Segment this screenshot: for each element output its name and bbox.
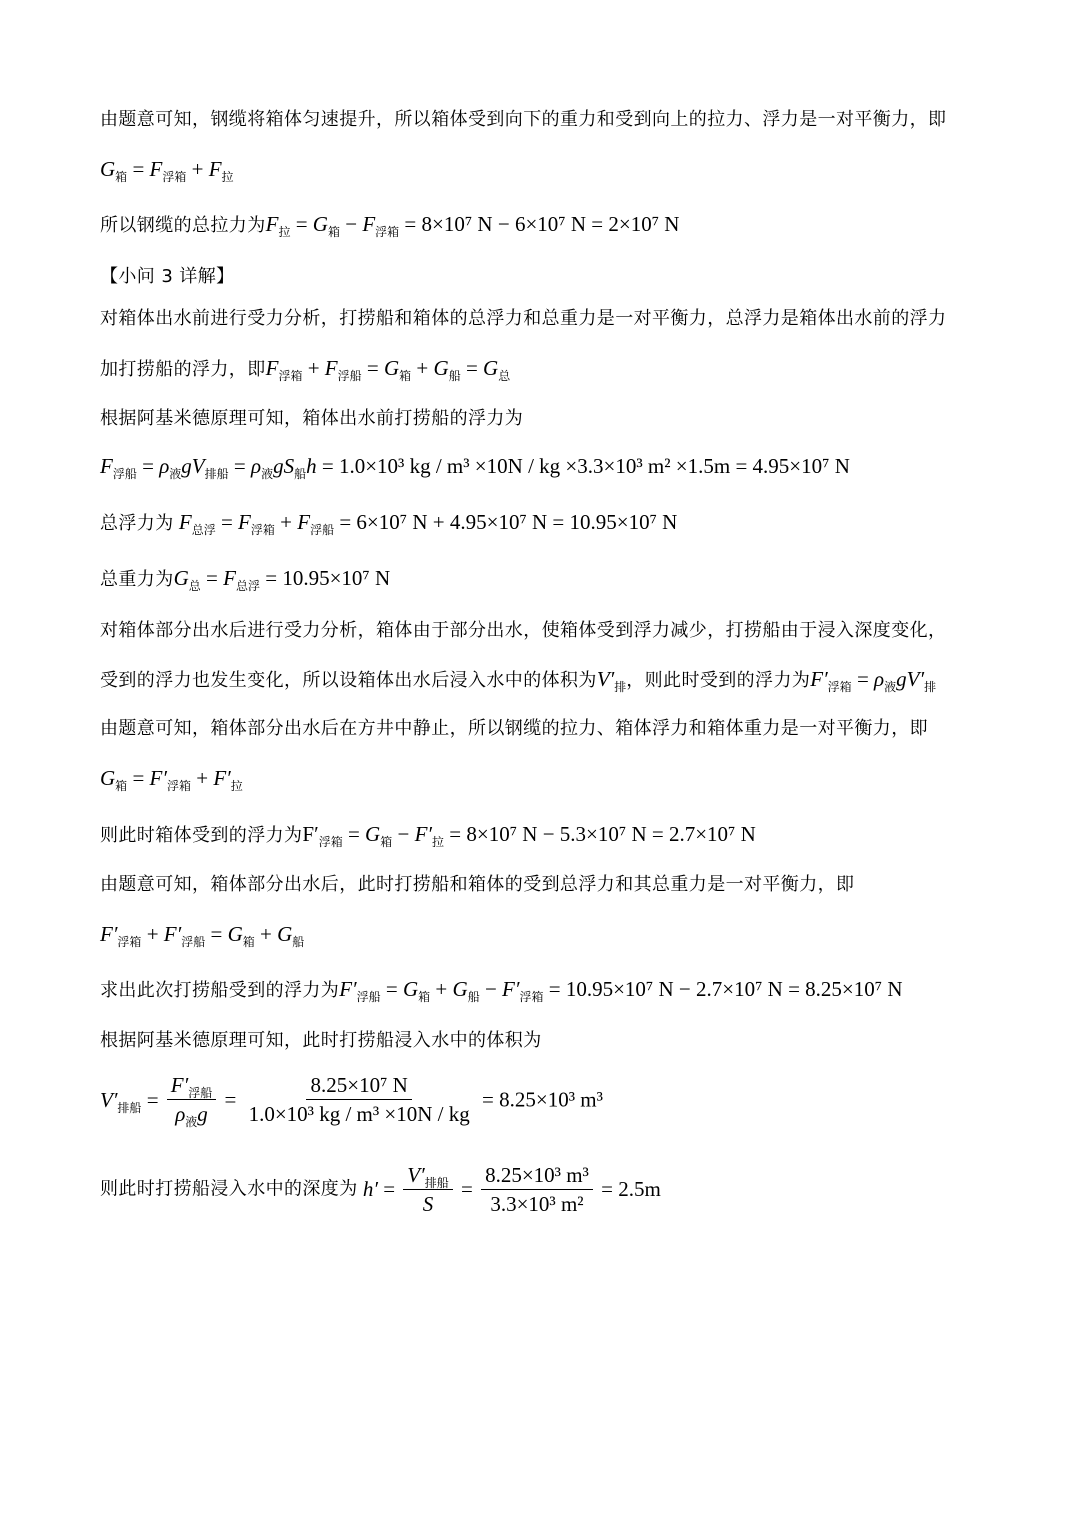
text-line-total-gravity: 总重力为$G_总 = F_{总浮} = 10.95\times 10^7$ N xyxy=(100,566,391,593)
line-1-text: 由题意可知，钢缆将箱体匀速提升，所以箱体受到向下的重力和受到向上的拉力、浮力是一对平衡力，即 xyxy=(100,109,947,130)
text-line-total-pull: 所以钢缆的总拉力为$F_拉 = G_箱 - F_{浮箱} = 8\times 10^7$ N − 6×10⁷ N = 2×10⁷ N xyxy=(100,212,680,239)
text-line-6: 加打捞船的浮力，即$F_{浮箱} + F_{浮船} = G_箱 + G_船 = G_总$ xyxy=(100,356,511,383)
text-line-16: 由题意可知，箱体部分出水后，此时打捞船和箱体的受到总浮力和其总重力是一对平衡力，即 xyxy=(100,874,855,895)
text-line-11: 对箱体部分出水后进行受力分析，箱体由于部分出水，使箱体受到浮力减少，打捞船由于浸入深度变化， xyxy=(100,620,947,641)
formula-displaced-volume: $V'_{排船}$ = $\frac{F'_{浮船}}{\rho_液g}$ = $\frac{\text{8.25×10⁷ N}}{\text{1.0×10³ kg / m³ ×10N / kg}}$ = 8.25×10³ m³ xyxy=(100,1073,603,1129)
text-line-1 xyxy=(100,108,946,132)
formula-ship-buoyancy: $F_{浮船} = \rho_液gV_{排船} = \rho_液gS_船h = 1.0\times 10^3$ kg / m³ ×10N / kg ×3.3×10³ m² ×1.5m = 4.95×10⁷ N xyxy=(100,454,850,481)
text-line-12: 受到的浮力也发生变化，所以设箱体出水后浸入水中的体积为$V'_排$，则此时受到的浮力为$F'_{浮箱} = \rho_液gV'_排$ xyxy=(100,667,937,694)
formula-g-box-balance: $G_箱 = F_{浮箱} + F_拉$ xyxy=(100,157,234,184)
fraction-depth-1: $\frac{V'_{排船}}{S}$ xyxy=(403,1163,452,1216)
formula-partial-balance: $G_箱 = F'_{浮箱} + F'_拉$ xyxy=(100,766,243,793)
fraction-volume-1: $\frac{F'_{浮船}}{\rho_液g}$ xyxy=(167,1073,216,1126)
text-line-7: 根据阿基米德原理可知，箱体出水前打捞船的浮力为 xyxy=(100,408,524,429)
text-line-5: 对箱体出水前进行受力分析，打捞船和箱体的总浮力和总重力是一对平衡力，总浮力是箱体出水前的浮力 xyxy=(100,308,947,329)
text-line-13: 由题意可知，箱体部分出水后在方井中静止，所以钢缆的拉力、箱体浮力和箱体重力是一对平衡力，即 xyxy=(100,718,928,739)
section-heading: 【小问 3 详解】 xyxy=(100,266,235,287)
formula-total-balance-after: $F'_{浮箱} + F'_{浮船} = G_箱 + G_船$ xyxy=(100,922,305,949)
fraction-depth-2: $\frac{\text{8.25×10³ m³}}{\text{3.3×10³ m²}}$ xyxy=(481,1163,593,1216)
text-line-box-buoyancy: 则此时箱体受到的浮力为$F'_{浮箱} = G_箱 - F'_拉 = 8\times 10^7$ N − 5.3×10⁷ N = 2.7×10⁷ N xyxy=(100,822,756,849)
fraction-volume-2: $\frac{\text{8.25×10⁷ N}}{\text{1.0×10³ kg / m³ ×10N / kg}}$ xyxy=(248,1073,470,1126)
text-line-19: 根据阿基米德原理可知，此时打捞船浸入水中的体积为 xyxy=(100,1030,542,1051)
text-line-depth: 则此时打捞船浸入水中的深度为 h′ = $\frac{V'_{排船}}{S}$ = $\frac{\text{8.25×10³ m³}}{\text{3.3×10³ m²}}$ = 2.5m xyxy=(100,1163,661,1216)
text-line-ship-buoyancy-after: 求出此次打捞船受到的浮力为$F'_{浮船} = G_箱 + G_船 - F'_{浮箱} = 10.95\times 10^7$ N − 2.7×10⁷ N = 8.25×10⁷ N xyxy=(100,977,903,1004)
text-line-total-buoyancy: 总浮力为 $F_{总浮} = F_{浮箱} + F_{浮船} = 6\times 10^7$ N + 4.95×10⁷ N = 10.95×10⁷ N xyxy=(100,510,678,537)
